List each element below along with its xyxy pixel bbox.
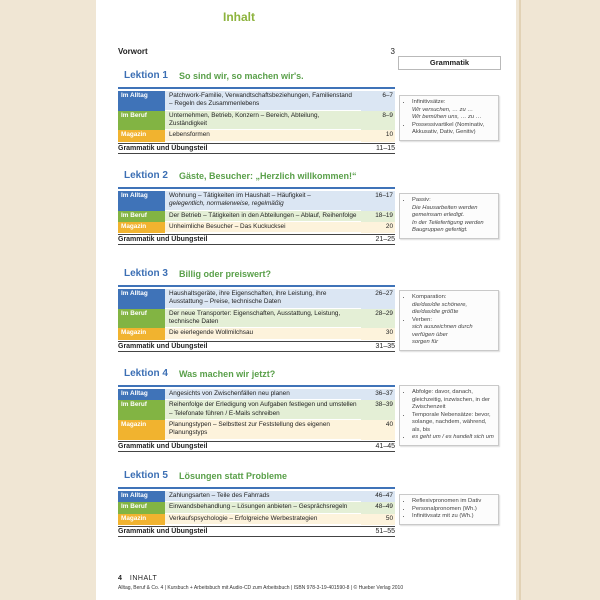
lesson-rule [118,187,395,189]
lesson-number: Lektion 4 [124,368,168,379]
vorwort-row [118,47,395,56]
footer-page-number: 4 INHALT [118,575,158,582]
lesson-3 [118,268,395,352]
vorwort-label: Vorwort [118,47,148,56]
lesson-rule [118,87,395,89]
footer-section: INHALT [129,575,158,582]
row-beruf: Im Beruf Unternehmen, Betrieb, Konzern – Bereich, Abteilung, Zuständigkeit 8–9 [118,111,395,131]
footer-imprint: Alltag, Beruf & Co. 4 | Kursbuch + Arbeitsbuch mit Audio-CD zum Arbeitsbuch | ISBN 978-3-19-401590-8 | © Hueber Verlag 2010 [118,585,404,591]
grammar-note-4: • Abfolge: davor, danach, gleichzeitig, inzwischen, in der Zwischenzeit • Temporale Nebensätze: bevor, solange, nachdem, während, als, bis • es geht um / es handelt sich um [399,385,499,446]
row-beruf: Im Beruf Der Betrieb – Tätigkeiten in den Abteilungen – Ablauf, Reihenfolge 18–19 [118,211,395,222]
grammar-note-3: • Komparation: die/das/die schönere, die/das/die größte • Verben: sich auszeichnen durch verfügen über sorgen für [399,290,499,351]
row-alltag: Im Alltag Haushaltsgeräte, ihre Eigenschaften, ihre Leistung, ihre Ausstattung – Preise, technische Daten 26–27 [118,289,395,309]
contents-page [96,0,516,600]
grammar-note-5: • Reflexivpronomen im Dativ • Personalpronomen (Wh.) • Infinitivsatz mit zu (Wh.) [399,494,499,525]
lesson-5 [118,470,395,537]
lesson-rule [118,285,395,287]
lesson-subtitle: Gäste, Besucher: „Herzlich willkommen!“ [179,171,357,181]
grammatik-uebungsteil-row: Grammatik und Übungsteil 11–15 [118,144,395,152]
row-magazin: Magazin Die eierlegende Wollmilchsau 30 [118,328,395,339]
grammatik-uebungsteil-row: Grammatik und Übungsteil 41–45 [118,442,395,450]
row-alltag: Im Alltag Zahlungsarten – Teile des Fahrrads 46–47 [118,491,395,502]
vorwort-page: 3 [390,47,395,56]
grammatik-uebungsteil-row: Grammatik und Übungsteil 31–35 [118,342,395,350]
row-alltag: Im Alltag Angesichts von Zwischenfällen neu planen 36–37 [118,389,395,400]
grammatik-uebungsteil-row: Grammatik und Übungsteil 21–25 [118,236,395,244]
lesson-subtitle: Billig oder preiswert? [179,269,272,279]
lesson-2 [118,170,395,245]
lesson-subtitle: Lösungen statt Probleme [179,471,288,481]
lesson-subtitle: So sind wir, so machen wir's. [179,71,304,81]
lesson-subtitle: Was machen wir jetzt? [179,369,276,379]
row-beruf: Im Beruf Reihenfolge der Erledigung von Aufgaben festlegen und umstellen – Telefonate führen / E-Mails schreiben 38–39 [118,400,395,420]
grammatik-uebungsteil-row: Grammatik und Übungsteil 51–55 [118,527,395,535]
lesson-number: Lektion 1 [124,70,168,81]
lesson-number: Lektion 2 [124,170,168,181]
lesson-number: Lektion 5 [124,470,168,481]
lesson-rule [118,487,395,489]
row-magazin: Magazin Lebensformen 10 [118,130,395,141]
lesson-number: Lektion 3 [124,268,168,279]
lesson-rule [118,385,395,387]
row-alltag: Im Alltag Wohnung – Tätigkeiten im Haushalt – Häufigkeit – gelegentlich, normalerweise, regelmäßig 16–17 [118,191,395,211]
row-magazin: Magazin Planungstypen – Selbsttest zur Feststellung des eigenen Planungstyps 40 [118,420,395,440]
page-title: Inhalt [223,10,255,24]
grammar-note-1: • Infinitivsätze: Wir versuchen, … zu … Wir bemühen uns, … zu … • Possessivartikel (Nominativ, Akkusativ, Dativ, Genitiv) [399,95,499,141]
grammatik-header: Grammatik [398,56,501,70]
row-magazin: Magazin Verkaufspsychologie – Erfolgreiche Werbestrategien 50 [118,514,395,525]
row-magazin: Magazin Unheimliche Besucher – Das Kuckucksei 20 [118,222,395,233]
grammar-note-2: • Passiv: Die Hausarbeiten werden gemeinsam erledigt. In der Teilefertigung werden Baugruppen gefertigt. [399,193,499,239]
page-edge [519,0,521,600]
row-alltag: Im Alltag Patchwork-Familie, Verwandtschaftsbeziehungen, Familienstand – Regeln des Zusammenlebens 6–7 [118,91,395,111]
lesson-1 [118,70,395,154]
row-beruf: Im Beruf Einwandsbehandlung – Lösungen anbieten – Gesprächsregeln 48–49 [118,502,395,513]
lesson-4 [118,368,395,452]
row-beruf: Im Beruf Der neue Transporter: Eigenschaften, Ausstattung, Leistung, technische Daten 28–29 [118,309,395,329]
